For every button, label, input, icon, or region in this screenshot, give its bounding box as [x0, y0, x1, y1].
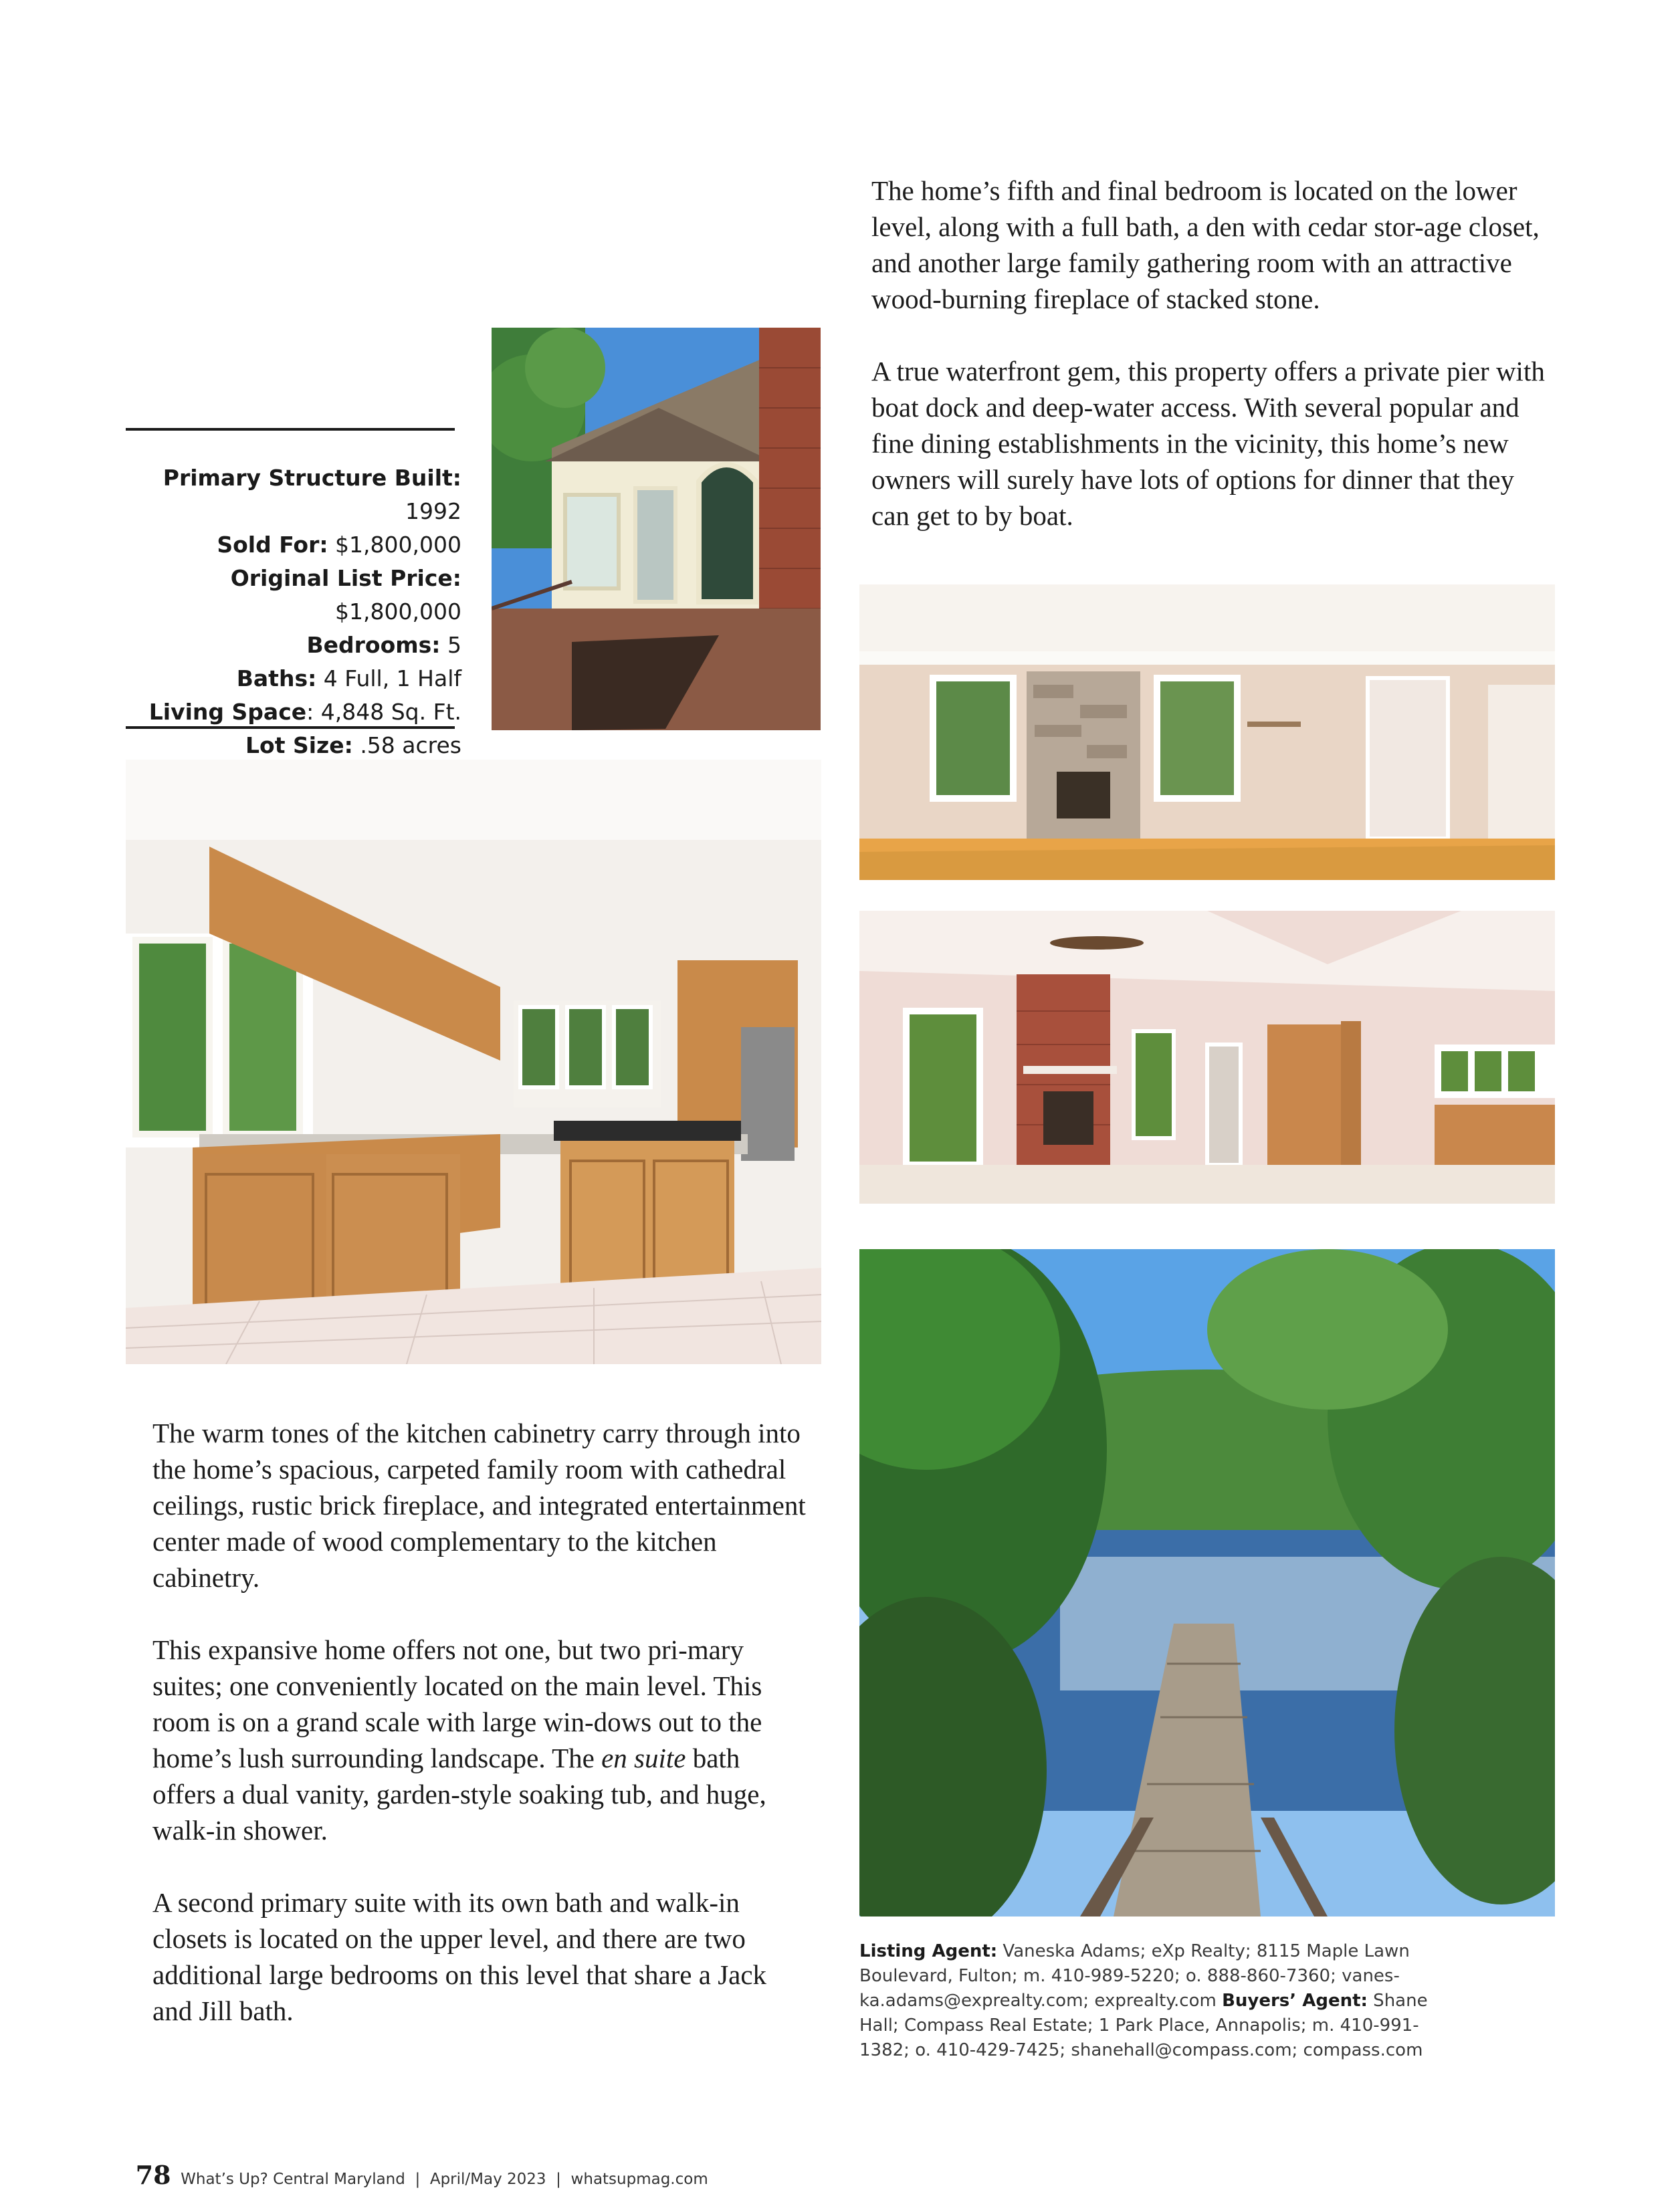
paragraph-upper-level: A second primary suite with its own bath and walk-in closets is located on the upper level, and there are two additional large bedrooms on this level that share a Jack and Jill bath.: [152, 1887, 767, 2026]
fact-lot-size: Lot Size: .58 acres: [245, 732, 461, 758]
buyers-agent-text: Shane Hall; Compass Real Estate; 1 Park Place, Annapolis; m. 410-991-1382; o. 410-429-7425; shanehall@compass.com; compass.com: [859, 1991, 1428, 2060]
photo-waterfront-pier: [859, 1249, 1555, 1917]
fact-living-space: Living Space: 4,848 Sq. Ft.: [148, 699, 461, 725]
fact-sold-for: Sold For: $1,800,000: [217, 532, 461, 558]
footer-text: What’s Up? Central Maryland | April/May 2023 | whatsupmag.com: [181, 2171, 708, 2188]
fact-built: Primary Structure Built: 1992: [163, 465, 461, 524]
property-facts: [100, 461, 461, 762]
photo-family-room: [859, 911, 1555, 1204]
agent-credits: [859, 1939, 1461, 2063]
right-top-text: [871, 173, 1554, 534]
photo-kitchen: [126, 760, 821, 1364]
photo-stone-fireplace-room: [859, 584, 1555, 880]
listing-agent-text: Vaneska Adams; eXp Realty; 8115 Maple Lawn Boulevard, Fulton; m. 410-989-5220; o. 888-860-7360; vanes-ka.adams@exprealty.com; exprealty.com: [859, 1941, 1410, 2011]
facts-bottom-rule: [126, 726, 455, 729]
paragraph-primary-suites: This expansive home offers not one, but two pri-mary suites; one conveniently located on the main level. This room is on a grand scale with large win-dows out to the home’s lush surrounding landscape. The en suite bath offers a dual vanity, garden-style soaking tub, and huge, walk-in shower.: [152, 1634, 766, 1846]
paragraph-lower-level: The home’s fifth and final bedroom is located on the lower level, along with a full bath, a den with cedar stor-age closet, and another large family gathering room with an attractive wood-burning fireplace of stacked stone.: [871, 175, 1540, 314]
paragraph-waterfront: A true waterfront gem, this property offers a private pier with boat dock and deep-water access. With several popular and fine dining establishments in the vicinity, this home’s new owners will surely have lots of options for dinner that they can get to by boat.: [871, 356, 1545, 531]
paragraph-family-room: The warm tones of the kitchen cabinetry carry through into the home’s spacious, carpeted family room with cathedral ceilings, rustic brick fireplace, and integrated entertainment center made of wood complementary to the kitchen cabinetry.: [152, 1418, 806, 1593]
photo-exterior-deck: [492, 328, 821, 730]
left-text: [152, 1415, 808, 2029]
facts-top-rule: [126, 428, 455, 431]
buyers-agent-label: Buyers’ Agent:: [1222, 1991, 1368, 2011]
fact-bedrooms: Bedrooms: 5: [306, 632, 461, 658]
fact-baths: Baths: 4 Full, 1 Half: [236, 665, 461, 691]
page-footer: [126, 2143, 708, 2190]
fact-list-price: Original List Price: $1,800,000: [230, 565, 461, 625]
page-number: 78: [135, 2160, 171, 2190]
listing-agent-label: Listing Agent:: [859, 1941, 998, 1961]
